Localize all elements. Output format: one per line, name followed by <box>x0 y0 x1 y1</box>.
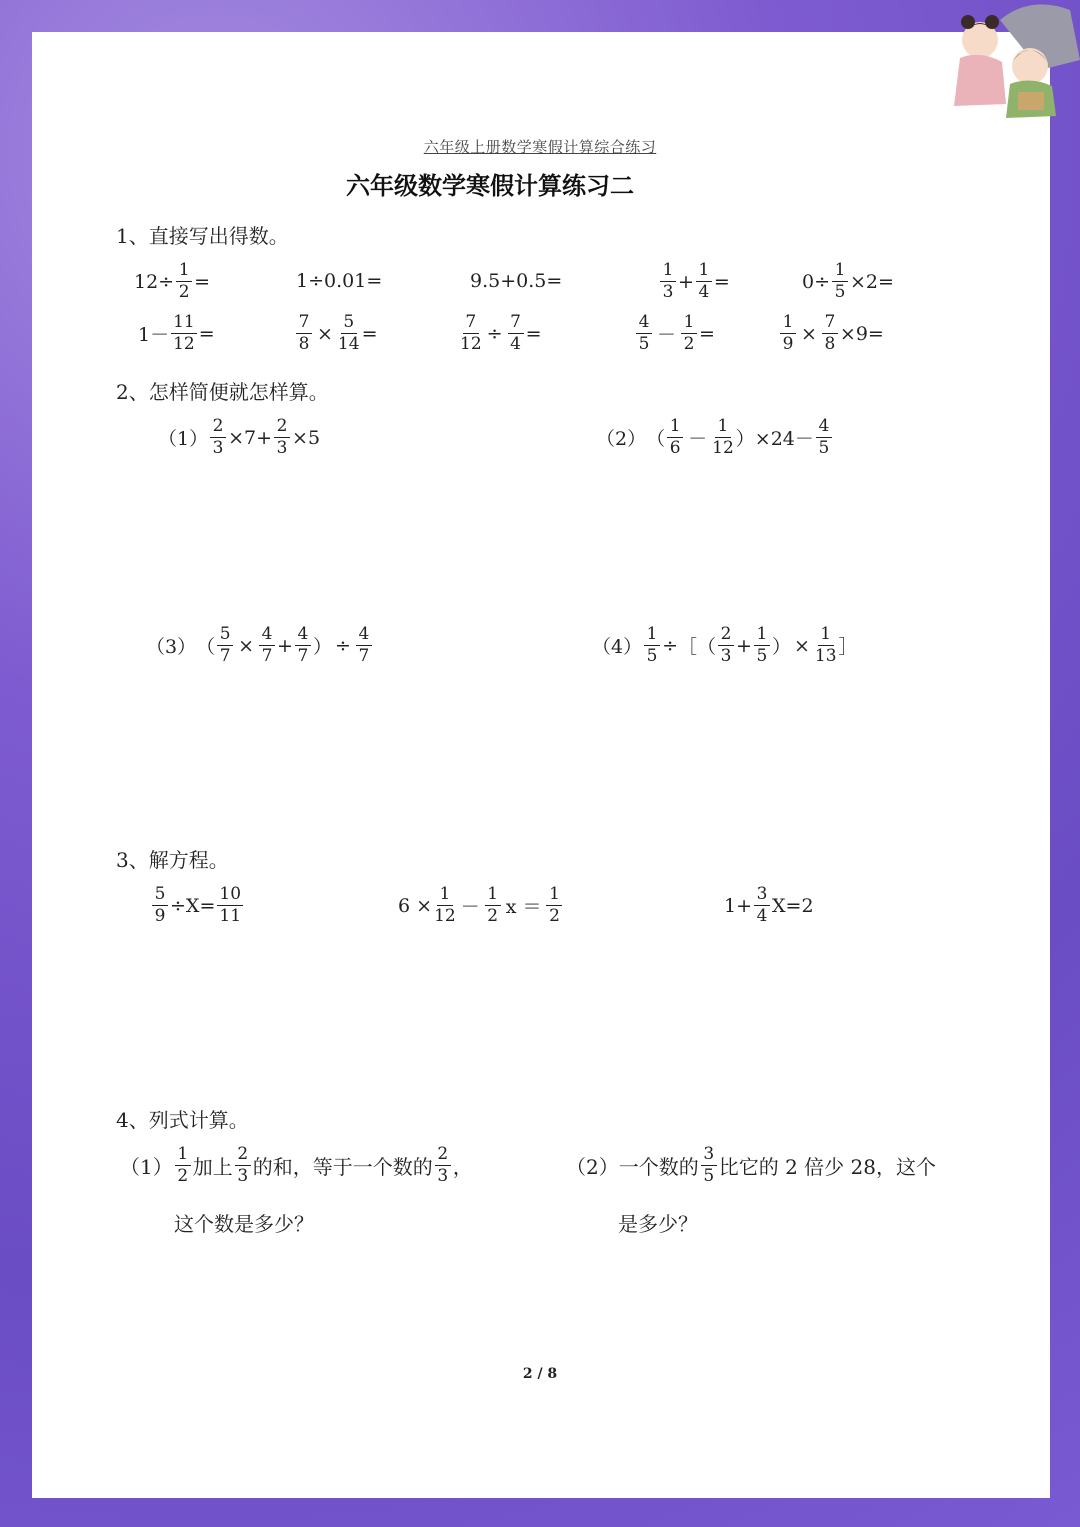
fraction: $\frac{5}{7}$ <box>217 626 233 665</box>
section-2-heading: 2、怎样简便就怎样算。 <box>116 380 329 404</box>
fraction: $\frac{4}{7}$ <box>295 626 311 665</box>
fraction: $\frac{4}{7}$ <box>259 626 275 665</box>
problem-1-9: $\frac{4}{5}$ － $\frac{1}{2}$ = <box>634 314 715 353</box>
fraction: $\frac{7}{4}$ <box>508 314 524 353</box>
fraction: $\frac{2}{3}$ <box>210 418 226 457</box>
problem-1-8: $\frac{7}{12}$ ÷ $\frac{7}{4}$ = <box>460 312 542 354</box>
fraction: $\frac{2}{3}$ <box>274 418 290 457</box>
fraction: $\frac{10}{11}$ <box>219 884 242 926</box>
fraction: $\frac{7}{12}$ <box>460 312 482 354</box>
fraction: $\frac{1}{3}$ <box>660 262 676 301</box>
fraction: $\frac{2}{3}$ <box>235 1146 251 1185</box>
fraction: $\frac{1}{2}$ <box>175 1146 191 1185</box>
fraction: $\frac{1}{2}$ <box>176 262 192 301</box>
problem-1-3: 9.5+0.5= <box>470 270 563 292</box>
section-1-heading: 1、直接写出得数。 <box>116 224 289 248</box>
problem-2-4: （4） $\frac{1}{5}$ ÷ ［ （ $\frac{2}{3}$ + $\frac{1}{5}$ ） × $\frac{1}{13}$ ］ <box>592 624 858 666</box>
fraction: $\frac{1}{2}$ <box>546 886 562 925</box>
page-number: 2 / 8 <box>522 1366 558 1382</box>
reading-children-illustration <box>940 0 1080 120</box>
problem-2-3: （3） （ $\frac{5}{7}$ × $\frac{4}{7}$ + $\frac{4}{7}$ ） ÷ $\frac{4}{7}$ <box>146 626 374 665</box>
worksheet-page <box>32 32 1050 1498</box>
worksheet-title: 六年级数学寒假计算练习二 <box>346 171 634 200</box>
section-4-heading: 4、列式计算。 <box>116 1108 249 1132</box>
fraction: $\frac{1}{5}$ <box>644 626 660 665</box>
word-problem-1-line1: （1） $\frac{1}{2}$ 加上 $\frac{2}{3}$ 的和，等于一个数的 $\frac{2}{3}$ ， <box>120 1144 473 1186</box>
fraction: $\frac{1}{12}$ <box>434 884 456 926</box>
fraction: $\frac{7}{8}$ <box>822 314 838 353</box>
fraction: $\frac{2}{3}$ <box>435 1146 451 1185</box>
fraction: $\frac{3}{4}$ <box>754 886 770 925</box>
problem-1-4: $\frac{1}{3}$ + $\frac{1}{4}$ = <box>658 262 730 301</box>
fraction: $\frac{1}{5}$ <box>832 262 848 301</box>
fraction: $\frac{4}{7}$ <box>356 626 372 665</box>
problem-1-7: $\frac{7}{8}$ × $\frac{5}{14}$ = <box>294 314 377 353</box>
problem-1-5: 0÷ $\frac{1}{5}$ ×2= <box>802 260 894 302</box>
equation-2: 6 × $\frac{1}{12}$ － $\frac{1}{2}$ x ＝ $\frac{1}{2}$ <box>398 886 564 925</box>
fraction: $\frac{1}{2}$ <box>681 314 697 353</box>
problem-2-1: （1） $\frac{2}{3}$ ×7+ $\frac{2}{3}$ ×5 <box>158 416 321 458</box>
fraction: $\frac{1}{4}$ <box>696 262 712 301</box>
fraction: $\frac{4}{5}$ <box>636 314 652 353</box>
worksheet-subtitle: 六年级上册数学寒假计算综合练习 <box>423 138 657 156</box>
fraction: $\frac{3}{5}$ <box>701 1146 717 1185</box>
problem-2-2: （2） （ $\frac{1}{6}$ － $\frac{1}{12}$ ） ×24－ $\frac{4}{5}$ <box>596 418 834 457</box>
fraction: $\frac{1}{2}$ <box>485 886 501 925</box>
word-problem-2-line1: （2） 一个数的 $\frac{3}{5}$ 比它的 2 倍少 28，这个 <box>566 1144 936 1186</box>
section-3-heading: 3、解方程。 <box>116 848 229 872</box>
fraction: $\frac{4}{5}$ <box>816 418 832 457</box>
fraction: $\frac{1}{5}$ <box>754 626 770 665</box>
fraction: $\frac{5}{9}$ <box>152 886 168 925</box>
problem-1-6: 1－ $\frac{11}{12}$ = <box>138 312 215 354</box>
fraction: $\frac{11}{12}$ <box>173 312 195 354</box>
fraction: $\frac{1}{12}$ <box>712 416 734 458</box>
equation-1: $\frac{5}{9}$ ÷X= $\frac{10}{11}$ <box>150 886 245 925</box>
word-problem-1-line2: 这个数是多少？ <box>174 1212 314 1236</box>
fraction: $\frac{7}{8}$ <box>296 314 312 353</box>
fraction: $\frac{2}{3}$ <box>718 626 734 665</box>
problem-1-1: 12÷ $\frac{1}{2}$ = <box>134 260 211 302</box>
fraction: $\frac{1}{9}$ <box>780 314 796 353</box>
problem-1-10: $\frac{1}{9}$ × $\frac{7}{8}$ ×9= <box>778 314 884 353</box>
problem-1-2: 1÷0.01= <box>296 270 383 292</box>
word-problem-2-line2: 是多少？ <box>618 1212 698 1236</box>
equation-3: 1+ $\frac{3}{4}$ X=2 <box>724 884 814 926</box>
fraction: $\frac{5}{14}$ <box>337 312 360 354</box>
fraction: $\frac{1}{6}$ <box>667 418 683 457</box>
fraction: $\frac{1}{13}$ <box>814 624 837 666</box>
